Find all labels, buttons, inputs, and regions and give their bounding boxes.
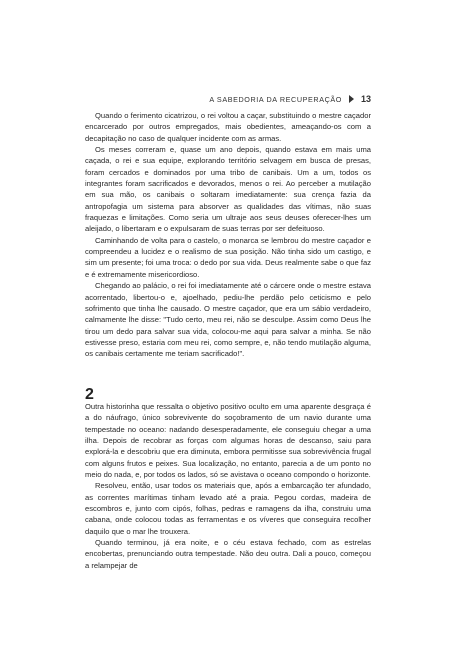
paragraph: Resolveu, então, usar todos os materiais que, após a embarcação ter afundado, as correntes marítimas tinham levado até a praia. Pegou cordas, madeira de escombros e, junto com cipós, folhas, pedras e ramagens da ilha, construiu uma cabana, onde colocou todas as ferramentas e os víveres que conseguira recolher daquilo que o mar lhe trouxera. [85, 481, 371, 536]
paragraph: Quando terminou, já era noite, e o céu estava fechado, com as estrelas encobertas, prenunciando outra tempestade. Não deu outra. Dali a pouco, começou a relampejar de [85, 538, 371, 570]
paragraph: Os meses correram e, quase um ano depois, quando estava em mais uma caçada, o rei e sua equipe, explorando território selvagem em busca de presas, foram cercados e dominados por uma tribo de canibais. Um a um, todos os integrantes foram sacrificados e devorados, menos o rei. Ao perceber a mutilação em sua mão, os canibais o soltaram imediatamente: sua crença fazia da antropofagia um sistema para absorver as qualidades das vítimas, não suas fraquezas e limitações. Como seria um ultraje aos seus deuses oferecer-lhes um aleijado, o libertaram e o expulsaram de suas terras por ser defeituoso. [85, 145, 371, 234]
paragraph: Chegando ao palácio, o rei foi imediatamente até o cárcere onde o mestre estava acorrentado, libertou-o e, ajoelhado, pediu-lhe perdão pelo ceticismo e pelo sofrimento que tinha lhe causado. O mestre caçador, que era um sábio verdadeiro, calmamente lhe disse: "Tudo certo, meu rei, não se desculpe. Assim como Deus lhe tirou um dedo para salvar sua vida, colocou-me aqui para salvar a minha. Se não estivesse preso, estaria com meu rei, como sempre, e, não tendo mutilação alguma, os canibais certamente me teriam sacrificado!". [85, 281, 371, 359]
paragraph: Outra historinha que ressalta o objetivo positivo oculto em uma aparente desgraça é a do náufrago, único sobrevivente do soçobramento de um navio durante uma tempestade no oceano: nadando desesperadamente, ele conseguiu chegar a uma ilha. Depois de recobrar as forças com algumas horas de descanso, saiu para explorá-la e descobriu que era diminuta, embora permitisse sua sobrevivência frugal com alguns frutos e peixes. Sua localização, no entanto, parecia a de um ponto no meio do nada, e, por todos os lados, só se avistava o oceano compondo o horizonte. [85, 402, 371, 480]
section-2-text [85, 401, 371, 571]
paragraph: Quando o ferimento cicatrizou, o rei voltou a caçar, substituindo o mestre caçador encarcerado por outros empregados, mais obedientes, ameaçando-os com a decapitação no caso de qualquer incidente com as armas. [85, 111, 371, 143]
running-header [209, 94, 371, 104]
chapter-title: A SABEDORIA DA RECUPERAÇÃO [209, 94, 342, 104]
section-1-text [85, 110, 371, 360]
section-number: 2 [85, 386, 94, 403]
paragraph: Caminhando de volta para o castelo, o monarca se lembrou do mestre caçador e compreendeu a lucidez e o realismo de sua posição. Não tinha sido um castigo, e sim um presente; foi uma troca: o dedo por sua vida. Deus realmente sabe o que faz e é extremamente misericordioso. [85, 235, 371, 279]
triangle-ornament-icon [349, 95, 354, 103]
page-number: 13 [360, 94, 371, 104]
